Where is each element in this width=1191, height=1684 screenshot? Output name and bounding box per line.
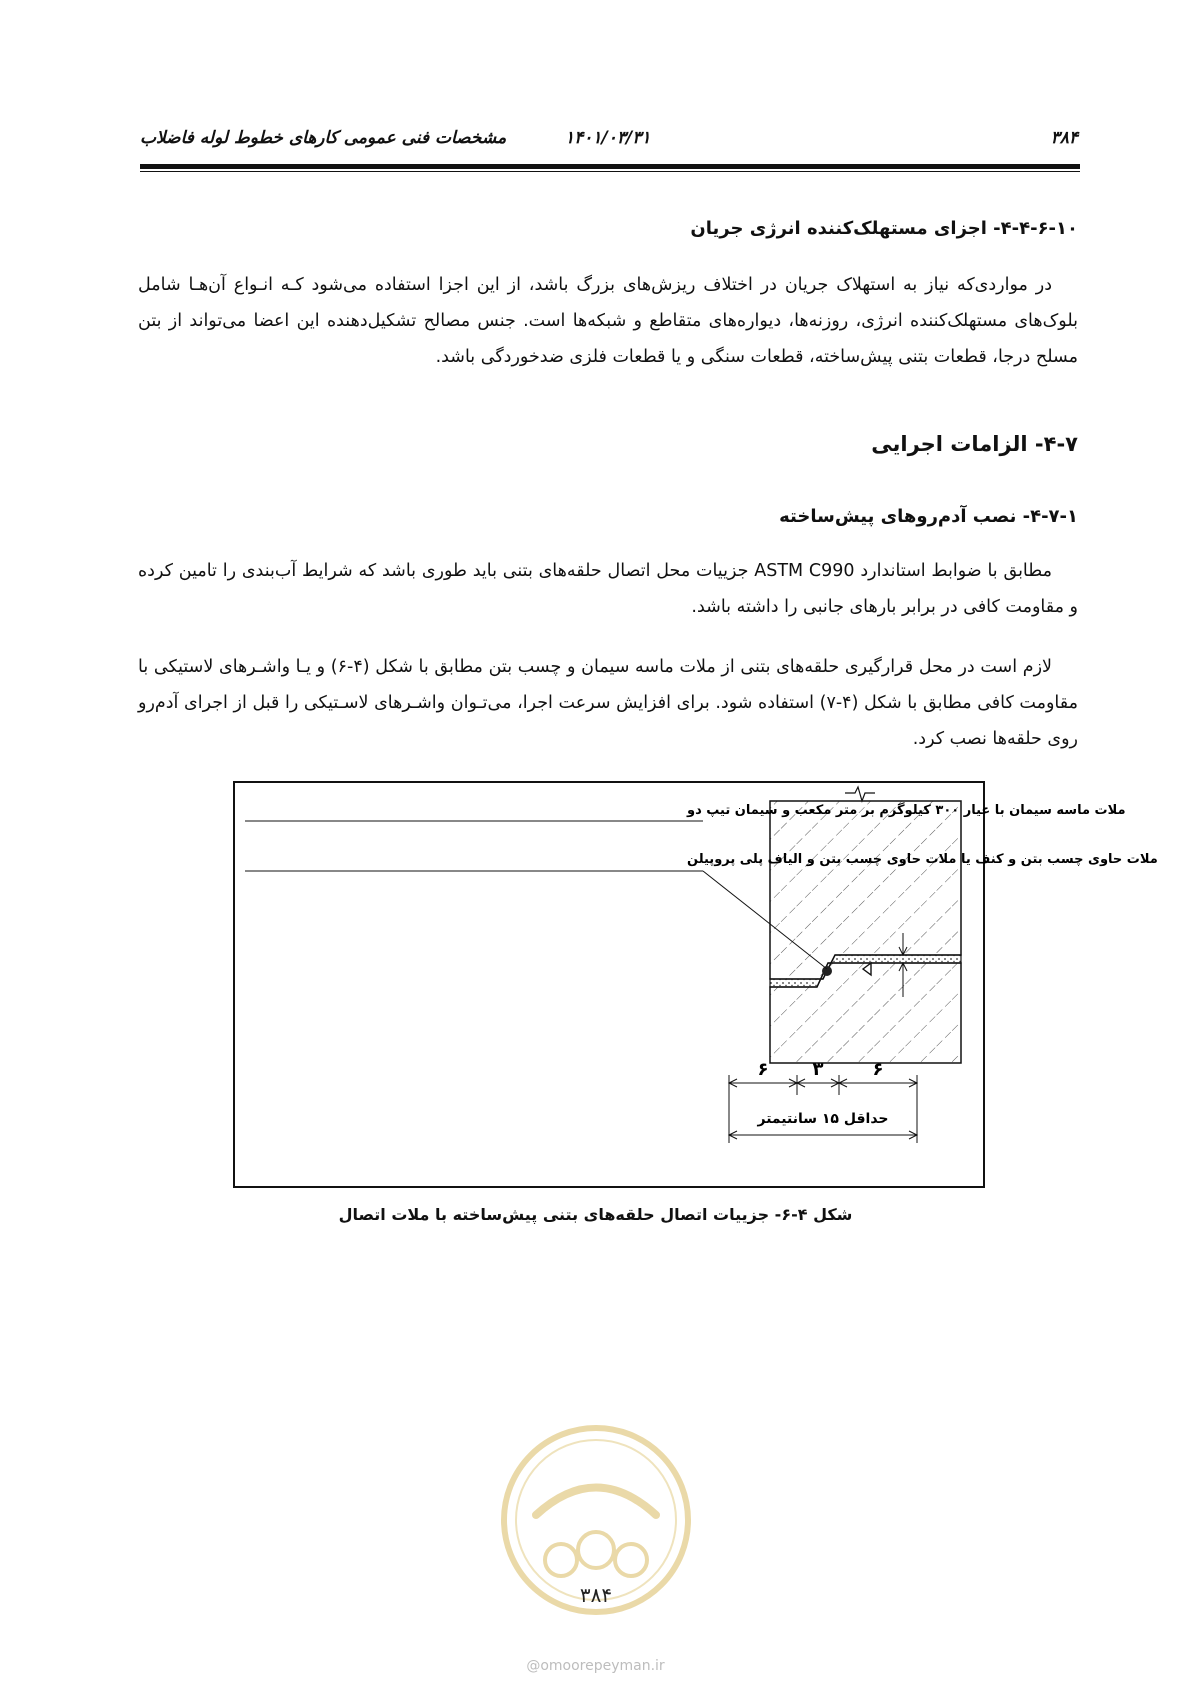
- figure-label-mortar-cement: ملات ماسه سیمان با عیار ۳۰۰ کیلوگرم بر متر مکعب و سیمان تیپ دو: [687, 803, 1126, 818]
- dimension-total-label: حداقل ۱۵ سانتیمتر: [757, 1111, 889, 1127]
- figure-label-mortar-adhesive: ملات حاوی چسب بتن و کنف یا ملات حاوی چسب بتن و الیاف پلی پروپیلن: [687, 852, 1158, 867]
- stamp-page-number: ۳۸۴: [579, 1583, 613, 1607]
- header-page-number: ۳۸۴: [1050, 128, 1078, 148]
- section-heading-4-7-1: ۴-۷-۱- نصب آدم‌روهای پیش‌ساخته: [779, 506, 1078, 527]
- figure-joint-detail: [233, 781, 1158, 1188]
- section-paragraph-4-7-1-a: مطابق با ضوابط استاندارد ASTM C990 جزییات محل اتصال حلقه‌های بتنی باید طوری باشد که شرایط آب‌بندی را تامین کرده و مقاومت کافی در برابر بارهای جانبی را داشته باشد.: [138, 561, 1078, 617]
- break-mark-top: [845, 787, 875, 801]
- sealant-bead: [822, 966, 832, 976]
- header-date: ۱۴۰۱/۰۳/۳۱: [565, 128, 651, 148]
- dimension-right-value: ۶: [872, 1059, 884, 1080]
- header-title: مشخصات فنی عمومی کارهای خطوط لوله فاضلاب: [140, 128, 507, 148]
- upper-ring-wall: [770, 801, 961, 979]
- figure-caption: شکل ۴-۶- جزییات اتصال حلقه‌های بتنی پیش‌ساخته با ملات اتصال: [338, 1205, 853, 1224]
- section-paragraph-4-7-1-b: لازم است در محل قرارگیری حلقه‌های بتنی از ملات ماسه سیمان و چسب بتن مطابق با شکل (۴-۶) و یـا واشـرهای لاستیکی با مقاومت کافی مطابق با شکل (۴-۷) استفاده شود. برای افزایش سرعت اجرا، می‌تـوان واشـرهای لاسـتیکی را قبل از اجرای آدم‌رو روی حلقه‌ها نصب کرد.: [138, 657, 1078, 749]
- section-heading-4-7: ۴-۷- الزامات اجرایی: [871, 432, 1078, 456]
- section-paragraph-4-4-6-10: در مواردی‌که نیاز به استهلاک جریان در اختلاف ریزش‌های بزرگ باشد، از این اجزا استفاده می‌شود کـه انـواع آن‌هـا شامل بلوک‌های مستهلک‌کننده انرژی، روزنه‌ها، دیواره‌های متقاطع و شبکه‌ها است. جنس مصالح تشکیل‌دهنده این اعضا می‌تواند از بتن مسلح درجا، قطعات بتنی پیش‌ساخته، قطعات سنگی و یا قطعات فلزی ضدخوردگی باشد.: [138, 275, 1078, 367]
- watermark-website: @omoorepeyman.ir: [526, 1658, 665, 1674]
- dimension-lines: [729, 1075, 917, 1143]
- leader-lines: [245, 821, 827, 969]
- watermark-stamp: [496, 1420, 696, 1620]
- dimension-left-value: ۶: [757, 1059, 769, 1080]
- dimension-mid-value: ۳: [812, 1059, 824, 1080]
- section-heading-4-4-6-10: ۴-۴-۶-۱۰- اجزای مستهلک‌کننده انرژی جریان: [690, 218, 1078, 239]
- header-rule-thin: [140, 171, 1080, 172]
- header-rule-thick: [140, 164, 1080, 169]
